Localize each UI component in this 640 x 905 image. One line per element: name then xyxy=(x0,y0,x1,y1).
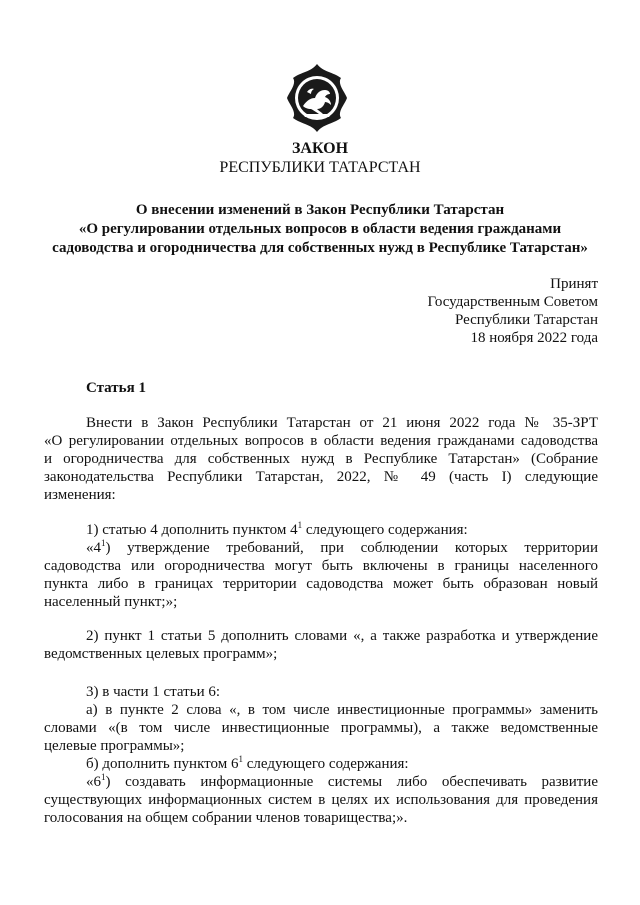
item-3 xyxy=(44,683,598,827)
paragraph-line: пункта либо в границах территории садоводства может быть образован новый xyxy=(44,576,598,592)
item-1 xyxy=(44,521,598,611)
article-intro xyxy=(44,414,598,504)
accepted-by-line-1: Государственным Советом xyxy=(427,294,598,310)
paragraph-line: и огородничества для собственных нужд в Республике Татарстан» (Собрание xyxy=(44,451,598,467)
paragraph-line: ведомственных целевых программ»; xyxy=(44,646,278,662)
paragraph-line: существующих информационных систем в целях их использования для проведения xyxy=(44,792,598,808)
accepted-label: Принят xyxy=(550,276,598,292)
accepted-date: 18 ноября 2022 года xyxy=(470,330,598,346)
paragraph-line: населенный пункт;»; xyxy=(44,594,178,610)
item-2 xyxy=(44,627,598,663)
law-title: ЗАКОН xyxy=(291,140,349,157)
accepted-by-line-2: Республики Татарстан xyxy=(454,312,598,328)
item-3-heading: 3) в части 1 статьи 6: xyxy=(86,684,221,700)
paragraph-line: целевые программы»; xyxy=(44,738,185,754)
paragraph-line: садоводства или огородничества могут быть включены в границы населенного xyxy=(44,558,598,574)
item-3-b-heading: б) дополнить пунктом $6^1$ следующего содержания: xyxy=(86,754,409,772)
coat-of-arms-emblem xyxy=(281,62,353,134)
law-subject-line-1: О внесении изменений в Закон Республики Татарстан xyxy=(135,202,505,218)
article-heading: Статья 1 xyxy=(86,380,146,396)
paragraph-line: «О регулировании отдельных вопросов в области ведения гражданами садоводства xyxy=(44,433,598,449)
paragraph-line: словами «(в том числе инвестиционные программы), а также ведомственные xyxy=(44,720,598,736)
item-1-heading: 1) статью 4 дополнить пунктом $4^1$ следующего содержания: xyxy=(86,520,468,538)
paragraph-line: Внести в Закон Республики Татарстан от 21 июня 2022 года № 35-ЗРТ xyxy=(86,415,598,431)
paragraph-line: законодательства Республики Татарстан, 2022, № 49 (часть I) следующие xyxy=(44,469,598,485)
item-1-quote-start: «$4^1$) утверждение требований, при соблюдении которых территории xyxy=(86,538,598,556)
paragraph-line: а) в пункте 2 слова «, в том числе инвестиционные программы» заменить xyxy=(86,702,598,718)
paragraph-line: изменения: xyxy=(44,487,116,503)
law-subject-line-2: «О регулировании отдельных вопросов в области ведения гражданами xyxy=(78,221,562,237)
paragraph-line: голосования на общем собрании членов товарищества;». xyxy=(44,810,408,826)
item-3-quote-start: «$6^1$) создавать информационные системы либо обеспечивать развитие xyxy=(86,772,598,790)
republic-name: РЕСПУБЛИКИ ТАТАРСТАН xyxy=(219,159,421,176)
law-subject-line-3: садоводства и огородничества для собственных нужд в Республике Татарстан» xyxy=(52,240,588,256)
paragraph-line: 2) пункт 1 статьи 5 дополнить словами «, а также разработка и утверждение xyxy=(86,628,598,644)
